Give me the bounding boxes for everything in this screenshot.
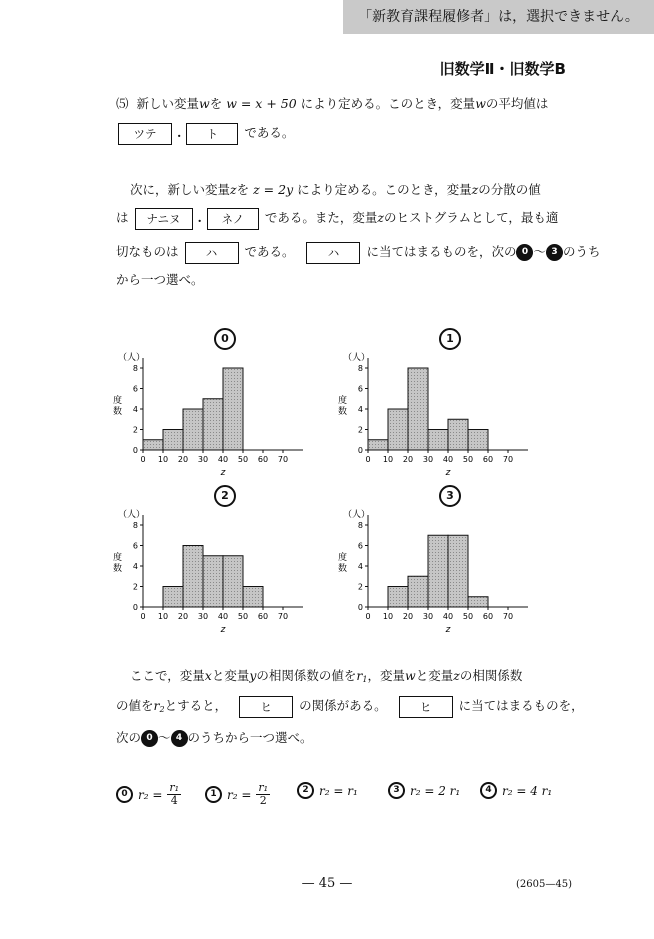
x-tick-label: 30 xyxy=(197,612,209,621)
text: である。 xyxy=(244,125,295,140)
x-tick-label: 40 xyxy=(217,455,229,464)
text: に当てはまるものを， xyxy=(458,698,584,713)
y-tick-label: 6 xyxy=(357,384,363,394)
question-number: ⑸ xyxy=(116,96,129,111)
var-x: x xyxy=(204,668,212,683)
option-1[interactable] xyxy=(205,782,270,807)
text: 切なものは xyxy=(116,244,179,259)
y-axis-label: 度 xyxy=(338,396,348,406)
choice-3-icon: 3 xyxy=(546,244,563,261)
var-w: w xyxy=(405,668,416,683)
option-0-fraction: $\frac{\text{r₁}}{4}$ xyxy=(169,781,180,807)
answer-box-to[interactable]: ト xyxy=(186,123,238,145)
histogram-bar xyxy=(203,399,223,450)
histogram-1-label: 1 xyxy=(439,328,461,350)
x-tick-label: 10 xyxy=(382,455,394,464)
x-tick-label: 10 xyxy=(157,455,169,464)
text: のうち xyxy=(563,244,601,259)
x-tick-label: 50 xyxy=(237,612,249,621)
var-r2: $r_2$ xyxy=(153,698,165,714)
x-axis-label: z xyxy=(445,625,451,635)
y-tick-label: 2 xyxy=(132,582,138,592)
y-axis-label: 数 xyxy=(113,407,123,417)
text: の相関係数 xyxy=(459,668,523,683)
histogram-bar xyxy=(223,368,243,450)
answer-box-ha-ref: ハ xyxy=(306,242,360,264)
x-tick-label: 40 xyxy=(442,612,454,621)
text: の関係がある。 xyxy=(299,698,387,713)
q5-line7 xyxy=(130,666,522,690)
text: 新しい変量 xyxy=(136,96,199,111)
option-1-lhs: r₂ = xyxy=(227,787,252,802)
option-3[interactable] xyxy=(388,782,460,799)
y-tick-label: 0 xyxy=(357,603,363,612)
choice-4-icon: 4 xyxy=(480,782,497,799)
x-axis-label: z xyxy=(220,625,226,635)
histogram-bar xyxy=(203,556,223,607)
histogram-bar xyxy=(388,409,408,450)
y-tick-label: 8 xyxy=(357,364,363,373)
text: 〜 xyxy=(158,730,171,745)
choice-0-icon: 0 xyxy=(516,244,533,261)
x-tick-label: 0 xyxy=(365,455,371,464)
text: ここで，変量 xyxy=(130,668,205,683)
x-tick-label: 30 xyxy=(197,455,209,464)
histogram-3-label: 3 xyxy=(439,485,461,507)
x-tick-label: 70 xyxy=(277,455,289,464)
y-tick-label: 4 xyxy=(357,405,363,414)
text: である。また，変量 xyxy=(264,210,378,225)
y-tick-label: 4 xyxy=(132,405,138,414)
y-unit-label: （人） xyxy=(343,353,371,363)
var-z: z xyxy=(471,182,479,197)
histogram-3 xyxy=(338,508,528,635)
option-3-text: r₂ = 2 r₁ xyxy=(410,783,461,798)
answer-box-hi-ref: ヒ xyxy=(399,696,453,718)
histogram-0 xyxy=(113,351,303,478)
y-unit-label: （人） xyxy=(343,510,371,520)
choice-4-icon: 4 xyxy=(171,730,188,747)
histogram-bar xyxy=(223,556,243,607)
text: は xyxy=(116,210,129,225)
histogram-bar xyxy=(448,535,468,607)
text: から一つ選べ。 xyxy=(116,272,204,287)
histogram-bar xyxy=(408,576,428,607)
y-axis-label: 度 xyxy=(113,553,123,563)
x-tick-label: 20 xyxy=(177,612,189,621)
banner: 「新教育課程履修者」は，選択できません。 xyxy=(343,0,654,34)
equation-w: w = x + 50 xyxy=(226,96,297,111)
var-y: y xyxy=(249,668,257,683)
var-w: w xyxy=(198,96,210,111)
histogram-bar xyxy=(428,430,448,451)
x-tick-label: 20 xyxy=(402,455,414,464)
x-tick-label: 0 xyxy=(140,455,146,464)
x-tick-label: 10 xyxy=(157,612,169,621)
histogram-bar xyxy=(243,587,263,608)
choice-1-icon: 1 xyxy=(205,786,222,803)
choice-2-icon: 2 xyxy=(297,782,314,799)
page-number: — 45 — xyxy=(301,876,353,891)
answer-box-neno[interactable]: ネノ xyxy=(207,208,259,230)
histogram-bar xyxy=(368,440,388,450)
y-tick-label: 0 xyxy=(132,446,138,455)
text: を xyxy=(236,182,250,197)
option-0-lhs: r₂ = xyxy=(138,787,163,802)
choice-0-icon: 0 xyxy=(116,786,133,803)
y-tick-label: 6 xyxy=(357,541,363,551)
histogram-2 xyxy=(113,508,303,635)
x-tick-label: 70 xyxy=(502,612,514,621)
x-tick-label: 40 xyxy=(442,455,454,464)
x-tick-label: 50 xyxy=(462,455,474,464)
text: 〜 xyxy=(533,244,546,259)
text: 次の xyxy=(116,730,142,745)
y-tick-label: 0 xyxy=(357,446,363,455)
x-tick-label: 20 xyxy=(177,455,189,464)
histogram-bar xyxy=(408,368,428,450)
x-tick-label: 60 xyxy=(482,455,494,464)
text: とすると， xyxy=(164,698,228,713)
equation-z: z = 2y xyxy=(253,182,294,197)
answer-box-hi[interactable]: ヒ xyxy=(239,696,293,718)
y-axis-label: 度 xyxy=(338,553,348,563)
text: である。 xyxy=(244,244,295,259)
histogram-bar xyxy=(183,546,203,608)
histogram-bar xyxy=(183,409,203,450)
y-tick-label: 8 xyxy=(132,521,138,530)
var-r1: $r_1$ xyxy=(356,668,368,684)
x-axis-label: z xyxy=(220,468,226,478)
y-tick-label: 6 xyxy=(132,384,138,394)
text: と変量 xyxy=(415,668,454,683)
x-tick-label: 60 xyxy=(257,455,269,464)
y-tick-label: 2 xyxy=(132,425,138,435)
histogram-bar xyxy=(388,587,408,608)
var-z: z xyxy=(453,668,460,683)
y-axis-label: 度 xyxy=(113,396,123,406)
answer-box-tsute[interactable]: ツテ xyxy=(118,123,172,145)
option-2-text: r₂ = r₁ xyxy=(319,783,358,798)
y-tick-label: 0 xyxy=(132,603,138,612)
text: の値を xyxy=(116,698,154,713)
q5-line4: は ナニヌ . ネノ である。また，変量zのヒストグラムとして，最も適 xyxy=(116,206,558,230)
x-tick-label: 70 xyxy=(502,455,514,464)
var-w: w xyxy=(475,96,486,111)
x-tick-label: 70 xyxy=(277,612,289,621)
x-tick-label: 20 xyxy=(402,612,414,621)
subject-title: 旧数学Ⅱ・旧数学B xyxy=(439,60,566,78)
q5-line9 xyxy=(116,728,313,748)
histogram-bar xyxy=(468,430,488,451)
q5-line2: ツテ . ト である。 xyxy=(116,121,294,145)
x-tick-label: 60 xyxy=(257,612,269,621)
y-tick-label: 8 xyxy=(357,521,363,530)
text: と変量 xyxy=(211,668,250,683)
option-2[interactable] xyxy=(297,782,358,799)
x-tick-label: 50 xyxy=(237,455,249,464)
y-tick-label: 4 xyxy=(132,562,138,571)
text: の分散の値 xyxy=(478,182,541,197)
text: のヒストグラムとして，最も適 xyxy=(383,210,559,225)
y-axis-label: 数 xyxy=(338,407,348,417)
y-tick-label: 2 xyxy=(357,425,363,435)
option-0[interactable] xyxy=(116,782,181,807)
text: に当てはまるものを，次の xyxy=(366,244,517,259)
y-tick-label: 2 xyxy=(357,582,363,592)
text: のうちから一つ選べ。 xyxy=(187,730,313,745)
y-tick-label: 8 xyxy=(132,364,138,373)
choice-3-icon: 3 xyxy=(388,782,405,799)
y-tick-label: 6 xyxy=(132,541,138,551)
option-1-fraction: $\frac{\text{r₁}}{2}$ xyxy=(258,781,269,807)
var-z: z xyxy=(377,210,384,225)
var-z: z xyxy=(230,182,237,197)
histogram-bar xyxy=(448,419,468,450)
y-unit-label: （人） xyxy=(118,353,146,363)
x-tick-label: 10 xyxy=(382,612,394,621)
x-tick-label: 0 xyxy=(140,612,146,621)
text: により定める。このとき，変量 xyxy=(300,96,476,111)
histogram-2-label: 2 xyxy=(214,485,236,507)
page-code: (2605—45) xyxy=(516,879,572,890)
x-tick-label: 30 xyxy=(422,612,434,621)
y-axis-label: 数 xyxy=(338,564,348,574)
text: により定める。このとき，変量 xyxy=(297,182,472,197)
option-4[interactable] xyxy=(480,782,552,799)
x-axis-label: z xyxy=(445,468,451,478)
histogram-0-label: 0 xyxy=(214,328,236,350)
x-tick-label: 40 xyxy=(217,612,229,621)
histogram-bar xyxy=(428,535,448,607)
text: の平均値は xyxy=(485,96,549,111)
y-axis-label: 数 xyxy=(113,564,123,574)
text: 次に，新しい変量 xyxy=(130,182,231,197)
text: ，変量 xyxy=(367,668,406,683)
x-tick-label: 30 xyxy=(422,455,434,464)
histogram-bar xyxy=(163,430,183,451)
histogram-bar xyxy=(163,587,183,608)
option-4-text: r₂ = 4 r₁ xyxy=(502,783,553,798)
y-unit-label: （人） xyxy=(118,510,146,520)
text: の相関係数の値を xyxy=(256,668,357,683)
histogram-bar xyxy=(468,597,488,607)
histogram-bar xyxy=(143,440,163,450)
choice-0-icon: 0 xyxy=(141,730,158,747)
answer-box-ha[interactable]: ハ xyxy=(185,242,239,264)
text: を xyxy=(209,96,223,111)
q5-line8 xyxy=(116,694,584,722)
answer-box-naninu[interactable]: ナニヌ xyxy=(135,208,193,230)
histogram-1 xyxy=(338,351,528,478)
y-tick-label: 4 xyxy=(357,562,363,571)
x-tick-label: 50 xyxy=(462,612,474,621)
x-tick-label: 60 xyxy=(482,612,494,621)
x-tick-label: 0 xyxy=(365,612,371,621)
